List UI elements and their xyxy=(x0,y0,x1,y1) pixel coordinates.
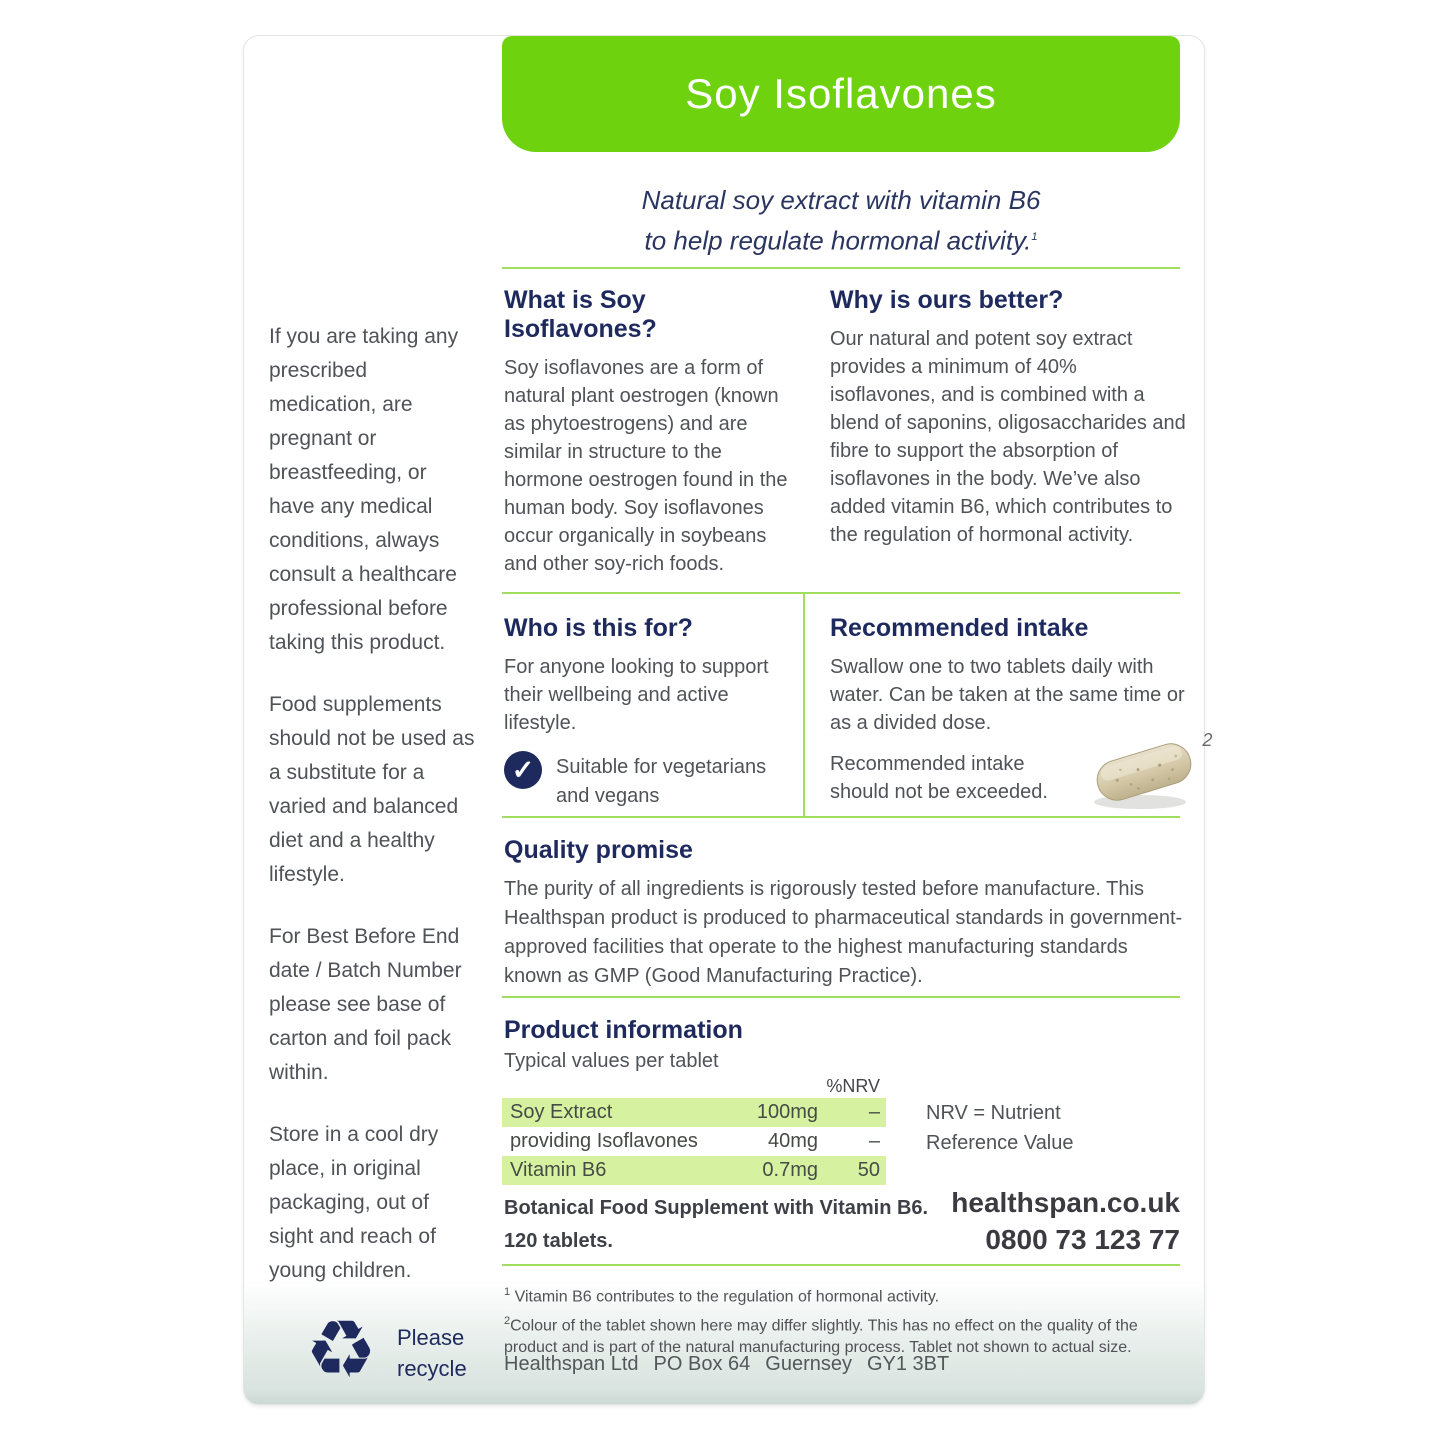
divider-line-vertical xyxy=(803,592,805,816)
section-body: The purity of all ingredients is rigorously tested before manufacture. This Healthspan product is produced to pharmaceutical standards in government-approved facilities that operate to the highest manufacturing standards known as GMP (Good Manufacturing Practice). xyxy=(504,878,1183,987)
nrv-column-header: %NRV xyxy=(826,1076,880,1096)
left-advisory-panel xyxy=(269,320,476,1316)
footnote-ref-1: 1 xyxy=(1031,231,1038,243)
carton-back-panel xyxy=(243,35,1213,1405)
nrv-definition-line1: NRV = Nutrient xyxy=(926,1102,1061,1124)
product-tagline xyxy=(502,182,1180,260)
recycle-label-line1: Please xyxy=(397,1325,465,1350)
section-body: For anyone looking to support their wellbeing and active lifestyle. xyxy=(504,656,769,734)
ingredient-nrv: – xyxy=(868,1130,880,1152)
recycle-icon: ♻ xyxy=(305,1305,377,1394)
footnote-ref-2: 2 xyxy=(1202,730,1213,750)
table-row xyxy=(502,1156,886,1185)
po-box: PO Box 64 xyxy=(653,1353,751,1375)
section-why-better xyxy=(830,286,1186,549)
footnote-text: Colour of the tablet shown here may differ slightly. This has no effect on the quality of the product and is part of the natural manufacturing process. Tablet not shown to actual size. xyxy=(504,1317,1138,1356)
nutrition-table xyxy=(502,1098,886,1185)
section-body: Soy isoflavones are a form of natural plant oestrogen (known as phytoestrogens) and are similar in structure to the hormone oestrogen found in the human body. Soy isoflavones occur organically in soybeans and other soy-rich foods. xyxy=(504,357,788,575)
postcode: GY1 3BT xyxy=(866,1353,950,1375)
tagline-line2: to help regulate hormonal activity. xyxy=(644,225,1032,256)
footnote-ref: 2 xyxy=(504,1315,511,1328)
advisory-paragraph: Food supplements should not be used as a substitute for a varied and balanced diet and a healthy lifestyle. xyxy=(269,693,475,886)
ingredient-amount: 40mg xyxy=(767,1130,818,1152)
divider-line xyxy=(502,267,1180,269)
advisory-paragraph: Store in a cool dry place, in original packaging, out of sight and reach of young children. xyxy=(269,1123,439,1282)
company-name: Healthspan Ltd xyxy=(504,1353,639,1375)
vegetarian-badge-label: Suitable for vegetarians and vegans xyxy=(556,756,767,807)
product-title: Soy Isoflavones xyxy=(685,70,997,117)
section-what-is xyxy=(504,286,804,578)
recycle-block xyxy=(301,1304,467,1396)
contact-block xyxy=(880,1184,1180,1258)
nrv-definition-line2: Reference Value xyxy=(926,1132,1074,1154)
ingredient-amount: 0.7mg xyxy=(762,1159,818,1181)
recycle-label-line2: recycle xyxy=(397,1356,467,1381)
section-body: Swallow one to two tablets daily with water. Can be taken at the same time or as a divided dose. xyxy=(830,656,1185,734)
supplement-count: 120 tablets. xyxy=(504,1230,613,1252)
supplement-description-line1: Botanical Food Supplement with Vitamin B6. xyxy=(504,1197,929,1219)
vegetarian-badge xyxy=(504,751,796,811)
typical-values-label: Typical values per tablet xyxy=(504,1050,719,1072)
divider-line xyxy=(502,996,1180,998)
section-heading: Why is ours better? xyxy=(830,286,1064,314)
footnote-text: Vitamin B6 contributes to the regulation of hormonal activity. xyxy=(510,1288,940,1306)
recycle-label xyxy=(397,1304,467,1396)
ingredient-nrv: 50 xyxy=(857,1159,880,1181)
nrv-definition xyxy=(926,1098,1074,1158)
ingredient-amount: 100mg xyxy=(756,1101,818,1123)
ingredient-name: providing Isoflavones xyxy=(510,1130,698,1152)
table-row xyxy=(502,1127,886,1156)
intake-note: Recommended intake should not be exceeded. xyxy=(830,753,1048,803)
region: Guernsey xyxy=(765,1353,852,1375)
ingredient-name: Soy Extract xyxy=(510,1101,613,1123)
section-heading: Quality promise xyxy=(504,836,693,864)
footnotes xyxy=(504,1282,1194,1362)
divider-line xyxy=(502,592,1180,594)
tablet-photo xyxy=(1082,730,1222,820)
website-url: healthspan.co.uk xyxy=(951,1187,1180,1218)
tablet-image xyxy=(1082,730,1213,816)
section-heading: What is Soy Isoflavones? xyxy=(504,286,657,343)
section-heading: Recommended intake xyxy=(830,614,1089,642)
footnote-2 xyxy=(504,1311,1194,1357)
product-information-heading: Product information xyxy=(504,1016,743,1044)
footnote-ref: 1 xyxy=(504,1286,511,1298)
company-address xyxy=(504,1353,949,1376)
ingredient-name: Vitamin B6 xyxy=(510,1159,607,1181)
tagline-line1: Natural soy extract with vitamin B6 xyxy=(641,185,1041,215)
section-who-for xyxy=(504,614,796,811)
footnote-1 xyxy=(504,1282,1194,1307)
ingredient-nrv: – xyxy=(868,1101,880,1123)
divider-line xyxy=(502,1264,1180,1266)
table-row xyxy=(502,1098,886,1127)
section-body: Our natural and potent soy extract provides a minimum of 40% isoflavones, and is combined with a blend of saponins, oligosaccharides and fibre to support the absorption of isoflavones in the body. We’ve also added vitamin B6, which contributes to the regulation of hormonal activity. xyxy=(830,328,1186,546)
checkmark-icon: ✓ xyxy=(504,751,542,789)
section-heading: Who is this for? xyxy=(504,614,693,642)
section-quality-promise xyxy=(504,836,1188,991)
divider-line xyxy=(502,816,1180,818)
advisory-paragraph: If you are taking any prescribed medication, are pregnant or breastfeeding, or have any medical conditions, always consult a healthcare professional before taking this product. xyxy=(269,325,459,654)
advisory-paragraph: For Best Before End date / Batch Number please see base of carton and foil pack within. xyxy=(269,925,462,1084)
phone-number: 0800 73 123 77 xyxy=(985,1224,1180,1255)
product-title-banner xyxy=(502,36,1180,152)
